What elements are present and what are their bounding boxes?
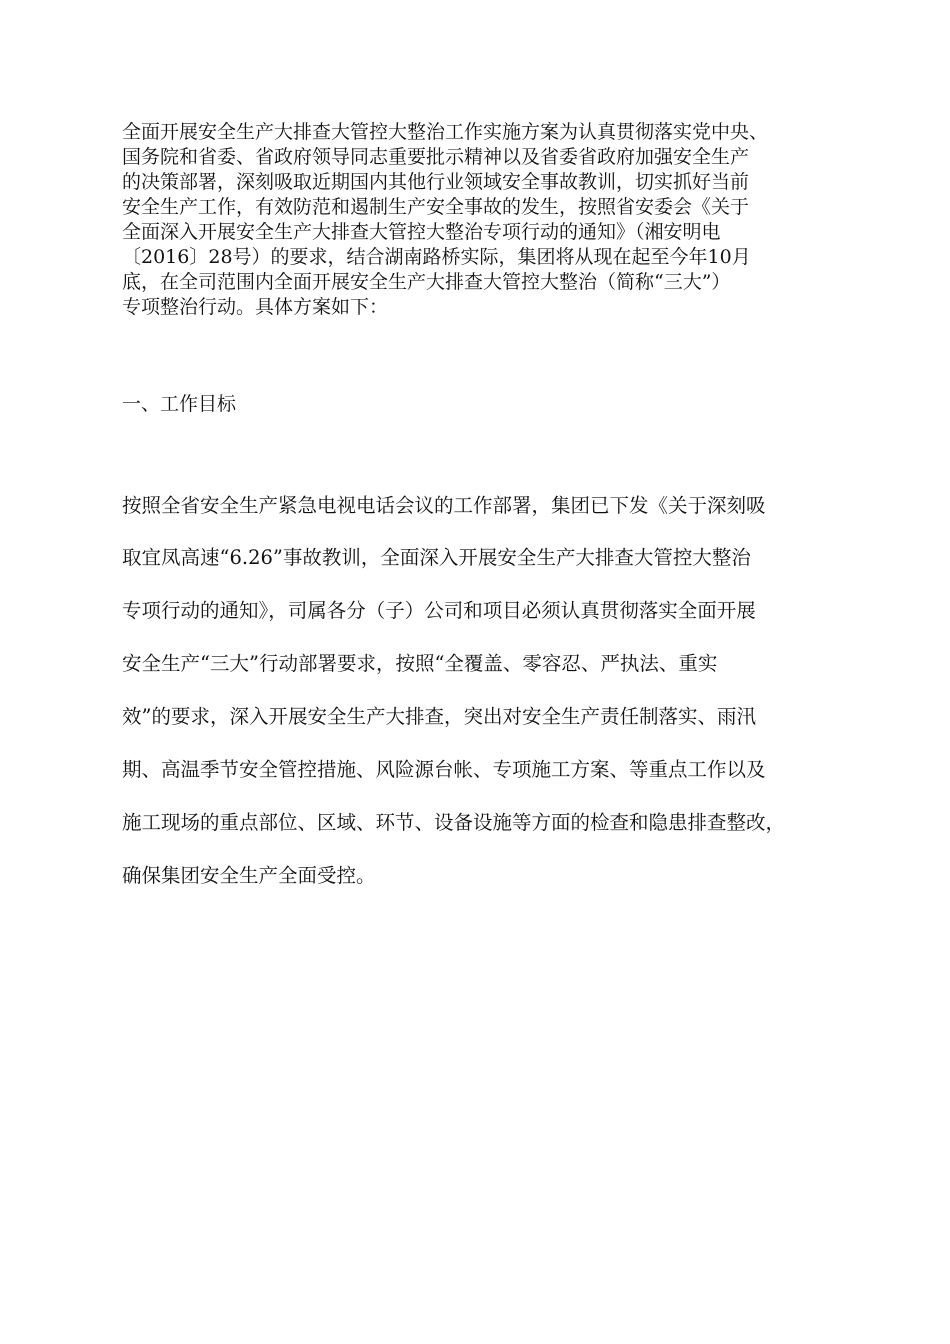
body-line: 按照全省安全生产紧急电视电话会议的工作部署，集团已下发《关于深刻吸 xyxy=(122,494,766,517)
intro-line: 全面开展安全生产大排查大管控大整治工作实施方案为认真贯彻落实党中央、 xyxy=(122,121,769,143)
body-line: 施工现场的重点部位、区域、环节、设备设施等方面的检查和隐患排查整改， xyxy=(122,811,786,834)
intro-line: 国务院和省委、省政府领导同志重要批示精神以及省委省政府加强安全生产 xyxy=(122,146,750,168)
body-line: 确保集团安全生产全面受控。 xyxy=(122,864,376,887)
intro-line: 底，在全司范围内全面开展安全生产大排查大管控大整治（简称“三大”） xyxy=(122,271,731,293)
intro-line: 安全生产工作，有效防范和遏制生产安全事故的发生，按照省安委会《关于 xyxy=(122,196,750,218)
section-heading: 一、工作目标 xyxy=(122,393,237,415)
body-line: 取宜凤高速“6.26”事故教训，全面深入开展安全生产大排查大管控大整治 xyxy=(122,546,751,569)
intro-line: 全面深入开展安全生产大排查大管控大整治专项行动的通知》（湘安明电 xyxy=(122,221,721,243)
body-line: 专项行动的通知》，司属各分（子）公司和项目必须认真贯彻落实全面开展 xyxy=(122,599,756,622)
intro-line: 的决策部署，深刻吸取近期国内其他行业领域安全事故教训，切实抓好当前 xyxy=(122,171,750,193)
intro-line: 〔2016〕28号）的要求，结合湖南路桥实际，集团将从现在起至今年10月 xyxy=(122,246,751,268)
body-line: 效”的要求，深入开展安全生产大排查，突出对安全生产责任制落实、雨汛 xyxy=(122,705,756,728)
intro-line: 专项整治行动。具体方案如下： xyxy=(122,296,389,318)
body-line: 期、高温季节安全管控措施、风险源台帐、专项施工方案、等重点工作以及 xyxy=(122,758,766,781)
body-line: 安全生产“三大”行动部署要求，按照“全覆盖、零容忍、严执法、重实 xyxy=(122,652,718,675)
